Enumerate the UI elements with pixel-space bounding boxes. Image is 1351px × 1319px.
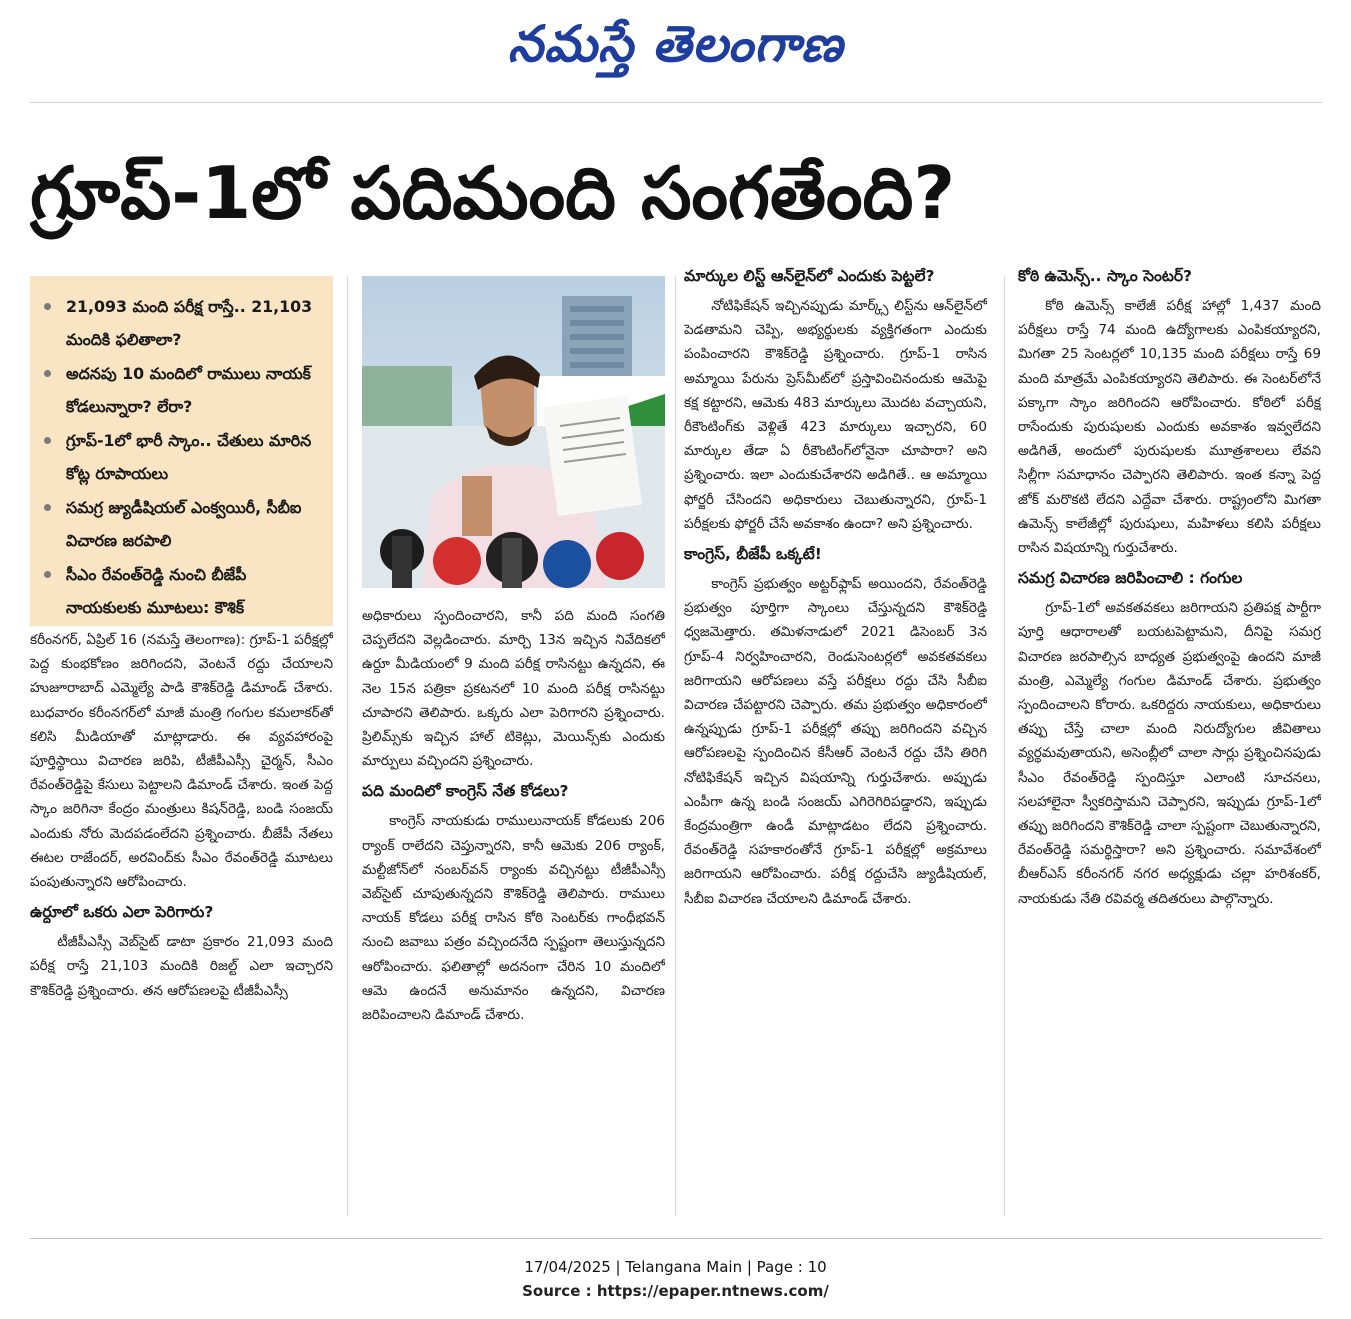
article-paragraph: కోఠి ఉమెన్స్‌ కాలేజీ పరీక్ష హాల్లో 1,437 మంది పరీక్షలు రాస్తే 74 మంది ఉద్యోగాలకు ఎంపికయ్యారని, మిగతా 25 సెంటర్లలో 10,135 మంది పరీక్షలు రాస్తే 69 మంది మాత్రమే ఎంపికయ్యారని తెలిపారు. ఈ సెంటర్‌లోనే పక్కాగా స్కాం జరిగిందని ఆరోపించారు. కోఠిలో పరీక్ష రాసేందుకు పురుషులకు ఎందుకు అవకాశం ఇవ్వలేదని అడిగితే, అందులో పురుషులకు మూత్రశాలలు లేవని సిల్లీగా సమాధానం చెప్పారని తెలిపారు. ఇంత కన్నా పెద్ద జోక్‌ మరొకటి లేదని ఎద్దేవా చేశారు. రాష్ట్రంలోని మిగతా ఉమెన్స్‌ కాలేజీల్లో పురుషులు, మహిళలు కలిసి పరీక్షలు రాసిన విషయాన్ని గుర్తుచేశారు. xyxy=(1018,298,1321,557)
subheading: మార్కుల లిస్ట్‌ ఆన్‌లైన్‌లో ఎందుకు పెట్టలే? xyxy=(684,267,935,285)
article-column-2 xyxy=(362,604,665,1220)
article-paragraph: అధికారులు స్పందించారని, కానీ పది మంది సంగతి చెప్పలేదని వెల్లడించారు. మార్చి 13న ఇచ్చిన నివేదికలో ఉర్దూ మీడియంలో 9 మంది పరీక్ష రాసినట్టు ఉన్నదని, ఈ నెల 15న పత్రికా ప్రకటనలో 10 మంది పరీక్ష రాసినట్టు చూపారని తెలిపారు. ఒక్కరు ఎలా పెరిగారని ప్రశ్నించారు. ప్రిలిమ్స్‌కు ఇచ్చిన హాల్‌ టికెట్లు, మెయిన్స్‌కు ఎందుకు మార్పులు వచ్చిందని ప్రశ్నించారు. xyxy=(362,608,665,770)
highlights-box xyxy=(30,276,333,626)
subheading: కోఠి ఉమెన్స్‌.. స్కాం సెంటర్‌? xyxy=(1018,267,1193,285)
article-column-4 xyxy=(1018,264,1321,1220)
bullet-icon xyxy=(44,571,51,578)
column-divider xyxy=(1004,276,1005,1216)
article-column-3 xyxy=(684,264,987,1220)
edition-info: 17/04/2025 | Telangana Main | Page : 10 xyxy=(524,1258,827,1276)
highlight-item: సమగ్ర జ్యుడీషియల్‌ ఎంక్వయిరీ, సీబీఐ విచారణ జరపాలి xyxy=(44,491,321,557)
article-paragraph: కాంగ్రెస్‌ ప్రభుత్వం అట్టర్‌ఫ్లాప్‌ అయిందని, రేవంత్‌రెడ్డి ప్రభుత్వం పూర్తిగా స్కాంలు చేస్తున్నదని కౌశిక్‌రెడ్డి ధ్వజమెత్తారు. తమిళనాడులో 2021 డిసెంబర్‌ 3న గ్రూప్‌-4 నిర్వహించారని, రెండుసెంటర్లలో అవకతవకలు జరిగాయని ఆరోపణలు వస్తే పరీక్షలు రద్దు చేసి సీబీఐ విచారణ చేపట్టారని చెప్పారు. తమ ప్రభుత్వం అధికారంలో ఉన్నప్పుడు గ్రూప్‌-1 పరీక్షల్లో తప్పు జరిగిందని వచ్చిన ఆరోపణలపై స్పందించిన కేసీఆర్‌ వెంటనే రద్దు చేసి తిరిగి నోటిఫికేషన్‌ ఇచ్చిన విషయాన్ని గుర్తుచేశారు. అప్పుడు ఎంపీగా ఉన్న బండి సంజయ్‌ ఎగిరెగిరిపడ్డారని, ఇప్పుడు కేంద్రమంత్రిగా ఉండీ మాట్లాడటం లేదని ప్రశ్నించారు. రేవంత్‌రెడ్డి సహకారంతోనే గ్రూప్‌-1 పరీక్షల్లో అక్రమాలు జరిగాయని ఆరోపించారు. పరీక్ష రద్దుచేసి జ్యుడీషియల్‌, సీబీఐ విచారణ చేయాలని డిమాండ్‌ చేశారు. xyxy=(684,576,987,907)
highlight-item: అదనపు 10 మందిలో రాములు నాయక్‌ కోడలున్నారా? లేరా? xyxy=(44,357,321,423)
bullet-icon xyxy=(44,370,51,377)
subheading: కాంగ్రెస్‌, బీజేపీ ఒక్కటే! xyxy=(684,545,822,564)
subheading: పది మందిలో కాంగ్రెస్‌ నేత కోడలు? xyxy=(362,782,569,801)
article-paragraph: గ్రూప్‌-1లో అవకతవకలు జరిగాయని ప్రతిపక్ష పార్టీగా పూర్తి ఆధారాలతో బయటపెట్టామని, దీనిపై సమగ్ర విచారణ జరపాల్సిన బాధ్యత ప్రభుత్వంపై ఉందని మాజీ మంత్రి, ఎమ్మెల్యే గంగుల డిమాండ్‌ చేశారు. ప్రభుత్వం స్పందించాలని కోరారు. ఒకరిద్దరు నాయకులు, అధికారులు తప్పు చేస్తే చాలా మంది నిరుద్యోగుల జీవితాలు వ్యర్థమవుతాయని, అసెంబ్లీలో చాలా సార్లు ప్రశ్నించినపుడు సీఎం రేవంత్‌రెడ్డి స్పందిస్తూ ఎలాంటి సూచనలు, సలహాలైనా స్వీకరిస్తామని చెప్పారని, ఇప్పుడు గ్రూప్‌-1లో తప్పు జరిగిందని కౌశిక్‌రెడ్డి చాలా స్పష్టంగా చెబుతున్నారని, రేవంత్‌రెడ్డి సమర్థిస్తారా? అని ప్రశ్నించారు. సమావేశంలో బీఆర్‌ఎస్‌ కరీంనగర్‌ నగర అధ్యక్షుడు చల్లా హరిశంకర్‌, నాయకుడు నేతి రవివర్మ తదితరులు పాల్గొన్నారు. xyxy=(1018,600,1321,907)
article-paragraph: నోటిఫికేషన్‌ ఇచ్చినప్పుడు మార్క్స్‌ లిస్ట్‌ను ఆన్‌లైన్‌లో పెడతామని చెప్పి, అభ్యర్థులకు వ్యక్తిగతంగా ఎందుకు పంపించారని కౌశిక్‌రెడ్డి ప్రశ్నించారు. గ్రూప్‌-1 రాసిన అమ్మాయి పేరును ప్రెస్‌మీట్‌లో ప్రస్తావించినందుకు ఆమెపై కక్ష కట్టారని, ఆమెకు 483 మార్కులు మొదట వచ్చాయని, రీకౌంటింగ్‌కు వెళ్లితే 423 మార్కులు ఇచ్చారని, 60 మార్కుల తేడా ఏ రీకౌంటింగ్‌లోనైనా చూపారా? అని ప్రశ్నించారు. ఇలా ఎందుకుచేశారని అడిగితే.. ఆ అమ్మాయి ఫోర్జరీ చేసిందని అధికారులు చెబుతున్నారని, గ్రూప్‌-1 పరీక్షలకు ఫోర్జరీ చేసే అవకాశం ఉందా? అని ప్రశ్నించారు. xyxy=(684,298,987,532)
highlight-item: సీఎం రేవంత్‌రెడ్డి నుంచి బీజేపీ నాయకులకు మూటలు: కౌశిక్‌ xyxy=(44,558,321,624)
subheading: సమగ్ర విచారణ జరిపించాలి : గంగుల xyxy=(1018,569,1243,588)
column-divider xyxy=(347,276,348,1216)
highlight-item: గ్రూప్‌-1లో భారీ స్కాం.. చేతులు మారిన కోట్ల రూపాయలు xyxy=(44,424,321,490)
source-link[interactable]: Source : https://epaper.ntnews.com/ xyxy=(522,1282,829,1300)
subheading: ఉర్దూలో ఒకరు ఎలా పెరిగారు? xyxy=(30,903,214,922)
bottom-divider xyxy=(30,1238,1322,1239)
article-column-1 xyxy=(30,628,333,1220)
article-paragraph: కరీంనగర్‌, ఏప్రిల్‌ 16 (నమస్తే తెలంగాణ): గ్రూప్‌-1 పరీక్షల్లో పెద్ద కుంభకోణం జరిగిందని, వెంటనే రద్దు చేయాలని హుజూరాబాద్‌ ఎమ్మెల్యే పాడి కౌశిక్‌రెడ్డి డిమాండ్‌ చేశారు. బుధవారం కరీంనగర్‌లో మాజీ మంత్రి గంగుల కమలాకర్‌తో కలిసి మీడియాతో మాట్లాడారు. ఈ వ్యవహారంపై పూర్తిస్థాయి విచారణ జరిపి, టీజీపీఎస్సీ చైర్మన్‌, సీఎం రేవంత్‌రెడ్డిపై కేసులు పెట్టాలని డిమాండ్‌ చేశారు. ఇంత పెద్ద స్కాం జరిగినా కేంద్రం మంత్రులు కిషన్‌రెడ్డి, బండి సంజయ్‌ ఎందుకు నోరు మెదపడంలేదని ప్రశ్నించారు. బీజేపీ నేతలు ఈటల రాజేందర్‌, అరవింద్‌కు సీఎం రేవంత్‌రెడ్డి మూటలు పంపుతున్నారని ఆరోపించారు. xyxy=(30,632,333,891)
headline: గ్రూప్‌-1లో పదిమంది సంగతేంది? xyxy=(30,151,956,235)
press-photo xyxy=(362,276,665,588)
top-divider xyxy=(30,102,1322,103)
bullet-icon xyxy=(44,504,51,511)
press-photo-illustration xyxy=(362,276,665,588)
bullet-icon xyxy=(44,303,51,310)
article-paragraph: టీజీపీఎస్సీ వెబ్‌సైట్‌ డాటా ప్రకారం 21,093 మంది పరీక్ష రాస్తే 21,103 మందికి రిజల్ట్‌ ఎలా ఇచ్చారని కౌశిక్‌రెడ్డి ప్రశ్నించారు. తన ఆరోపణలపై టీజీపీఎస్సీ xyxy=(30,934,333,999)
column-divider xyxy=(675,276,676,1216)
bullet-icon xyxy=(44,437,51,444)
article-paragraph: కాంగ్రెస్‌ నాయకుడు రాములునాయక్‌ కోడలుకు 206 ర్యాంక్‌ రాలేదని చెప్తున్నారని, కానీ ఆమెకు 206 ర్యాంక్‌, మల్టీజోన్‌లో నంబర్‌వన్‌ ర్యాంకు వచ్చినట్టు టీజీపీఎస్సీ వెబ్‌సైట్‌ చూపుతున్నదని కౌశిక్‌రెడ్డి తెలిపారు. రాములు నాయక్‌ కోడలు పరీక్ష రాసిన కోఠి సెంటర్‌కు గాంధీభవన్‌ నుంచి జవాబు పత్రం వచ్చిందనేది స్పష్టంగా తెలుస్తున్నదని ఆరోపించారు. ఫలితాల్లో అదనంగా చేరిన 10 మందిలో ఆమె ఉందనే అనుమానం ఉన్నదని, విచారణ జరిపించాలని డిమాండ్‌ చేశారు. xyxy=(362,813,665,1024)
masthead-logo: నమస్తే తెలంగాణ xyxy=(507,14,844,73)
highlight-item: 21,093 మంది పరీక్ష రాస్తే.. 21,103 మందికి ఫలితాలా? xyxy=(44,290,321,356)
